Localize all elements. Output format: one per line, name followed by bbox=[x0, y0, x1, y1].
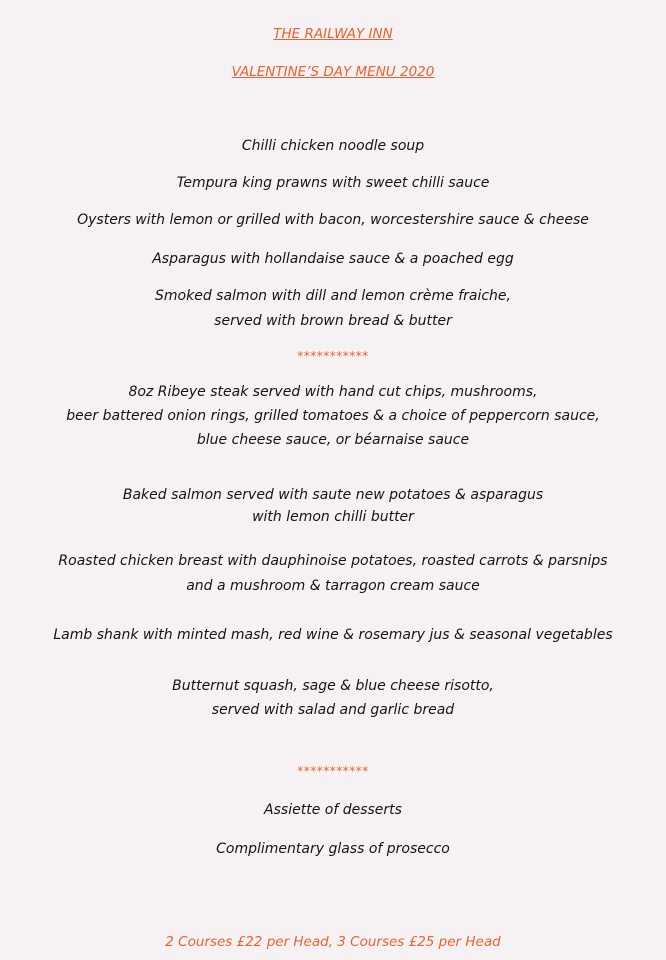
starter-item: Tempura king prawns with sweet chilli sauce bbox=[176, 175, 490, 191]
main-item: served with salad and garlic bread bbox=[211, 702, 455, 718]
main-item: with lemon chilli butter bbox=[252, 509, 414, 525]
main-item: blue cheese sauce, or béarnaise sauce bbox=[196, 432, 470, 448]
main-item: Baked salmon served with saute new potatoes & asparagus bbox=[122, 487, 544, 503]
separator: *********** bbox=[297, 349, 369, 363]
main-item: beer battered onion rings, grilled tomatoes & a choice of peppercorn sauce, bbox=[66, 408, 600, 424]
separator: *********** bbox=[297, 764, 369, 778]
starter-item: served with brown bread & butter bbox=[214, 313, 452, 329]
starter-item: Chilli chicken noodle soup bbox=[241, 138, 425, 154]
starter-item: Asparagus with hollandaise sauce & a poached egg bbox=[152, 251, 514, 267]
dessert-item: Assiette of desserts bbox=[264, 802, 402, 818]
starter-item: Oysters with lemon or grilled with bacon, worcestershire sauce & cheese bbox=[77, 212, 589, 228]
starter-item: Smoked salmon with dill and lemon crème fraiche, bbox=[155, 288, 511, 304]
menu-title: VALENTINE’S DAY MENU 2020 bbox=[231, 64, 435, 80]
pub-name: THE RAILWAY INN bbox=[273, 26, 393, 42]
pricing: 2 Courses £22 per Head, 3 Courses £25 per Head bbox=[165, 934, 501, 950]
main-item: Butternut squash, sage & blue cheese risotto, bbox=[172, 678, 494, 694]
main-item: and a mushroom & tarragon cream sauce bbox=[186, 578, 480, 594]
dessert-item: Complimentary glass of prosecco bbox=[216, 841, 450, 857]
main-item: 8oz Ribeye steak served with hand cut chips, mushrooms, bbox=[128, 384, 538, 400]
main-item: Lamb shank with minted mash, red wine & rosemary jus & seasonal vegetables bbox=[53, 627, 613, 643]
main-item: Roasted chicken breast with dauphinoise potatoes, roasted carrots & parsnips bbox=[58, 553, 608, 569]
